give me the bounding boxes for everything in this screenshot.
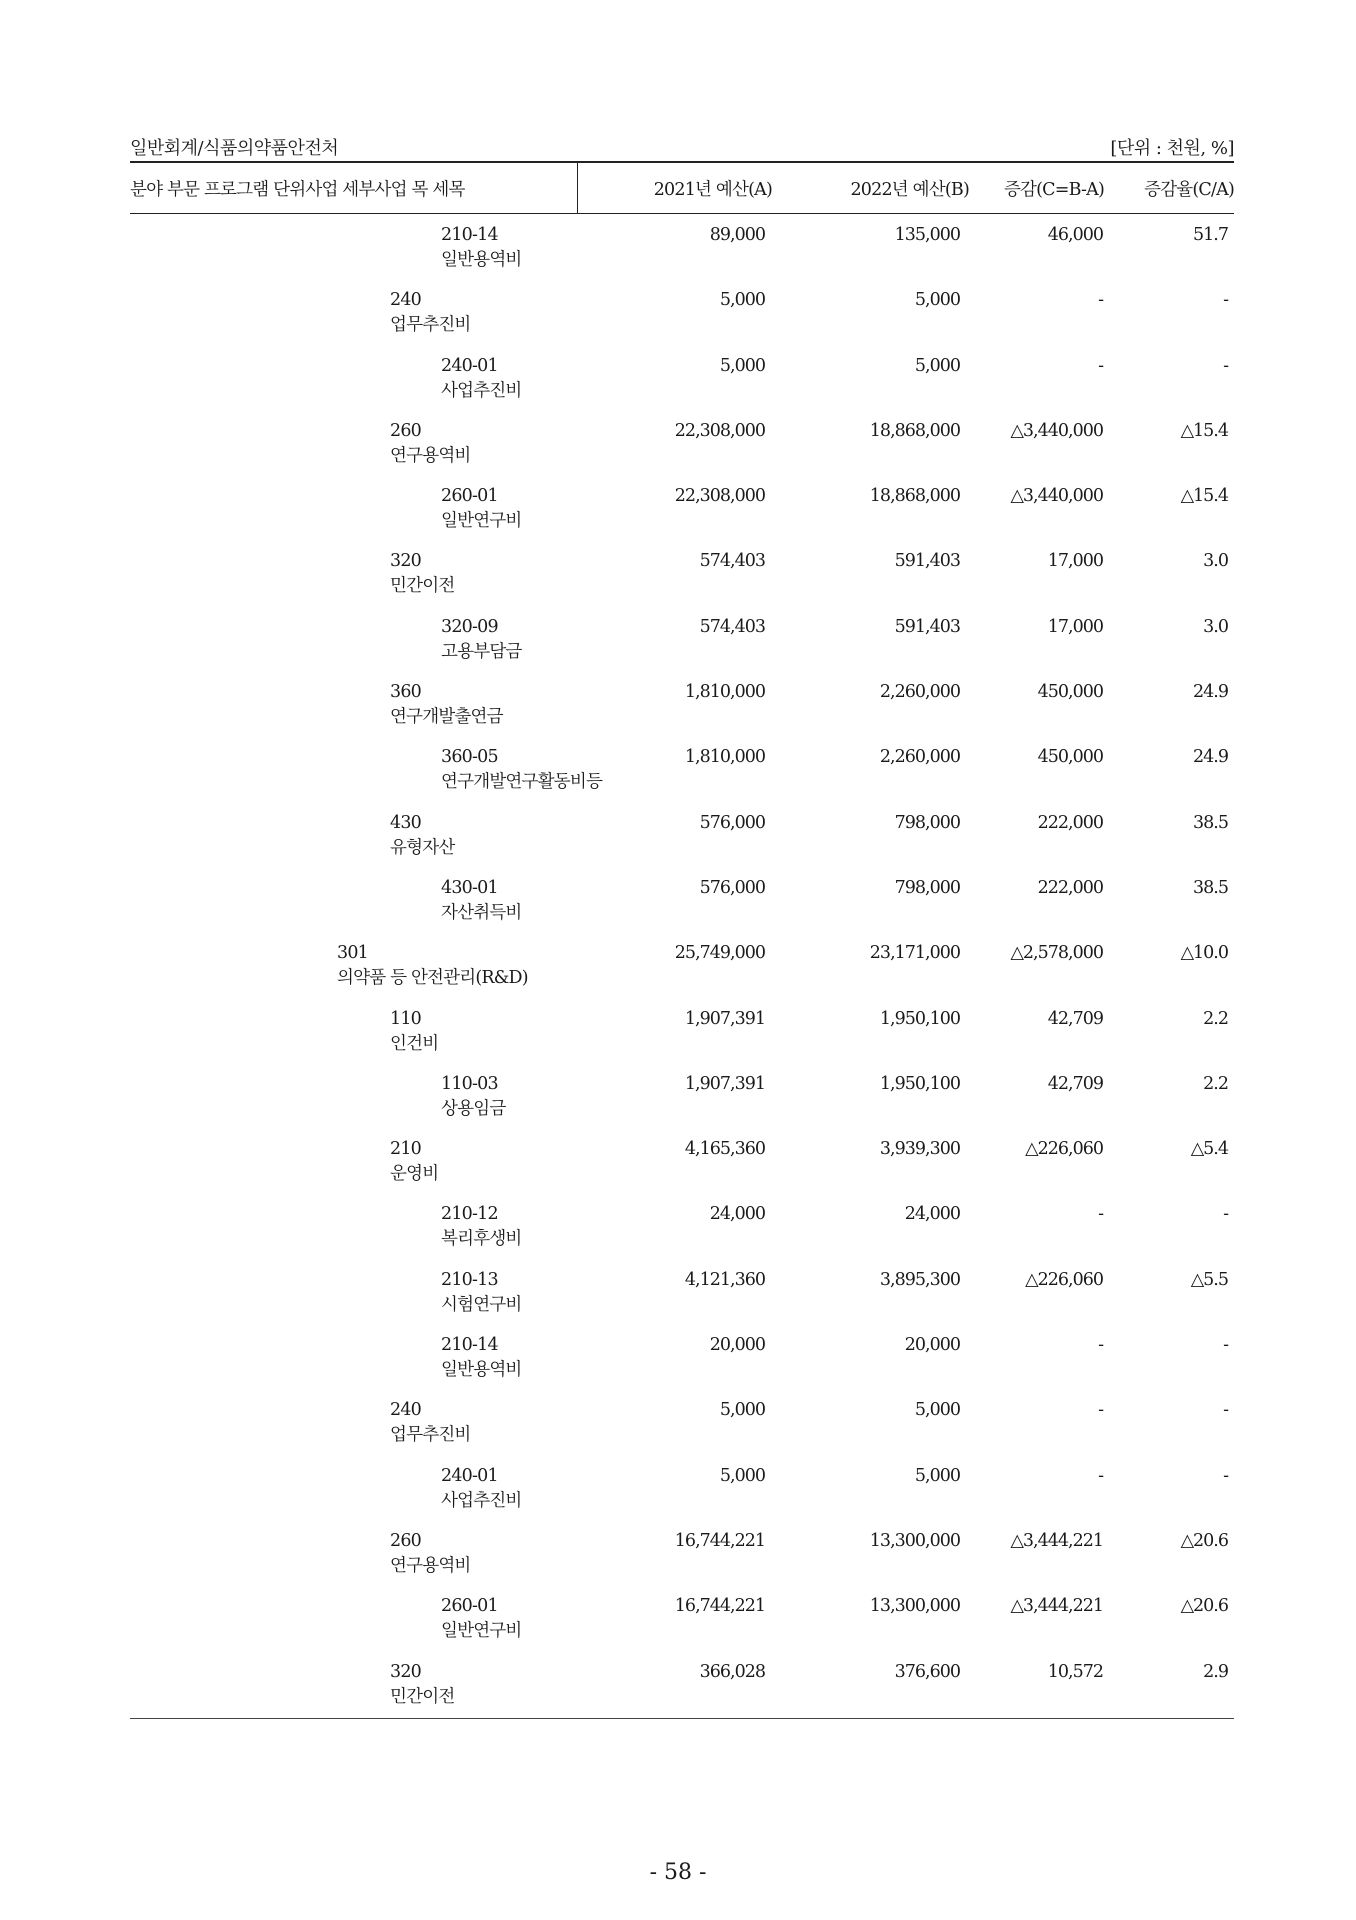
- row-name: 일반연구비: [441, 511, 522, 532]
- table-row: [0, 1400, 1356, 1465]
- row-change: △3,444,221: [1010, 1596, 1103, 1617]
- row-code: 260-01: [441, 486, 498, 507]
- header-column-divider: [577, 162, 578, 213]
- row-change: △3,440,000: [1010, 486, 1103, 507]
- row-name: 연구개발출연금: [390, 707, 503, 728]
- row-name: 일반연구비: [441, 1621, 522, 1642]
- row-budget-2021: 25,749,000: [674, 943, 765, 964]
- table-row: [0, 356, 1356, 421]
- row-change: 17,000: [1047, 551, 1103, 572]
- row-change-rate: -: [1223, 1204, 1228, 1225]
- row-budget-2021: 20,000: [709, 1335, 765, 1356]
- row-budget-2022: 5,000: [914, 1465, 960, 1486]
- row-code: 430: [390, 812, 422, 833]
- row-budget-2022: 2,260,000: [879, 747, 960, 768]
- row-change-rate: △10.0: [1180, 943, 1228, 964]
- row-budget-2021: 4,165,360: [684, 1139, 765, 1160]
- row-name: 일반용역비: [441, 1360, 522, 1381]
- row-name: 연구개발연구활동비등: [441, 772, 603, 793]
- table-row: [0, 1270, 1356, 1335]
- row-budget-2021: 4,121,360: [684, 1269, 765, 1290]
- row-change-rate: -: [1223, 290, 1228, 311]
- row-change-rate: 24.9: [1193, 682, 1228, 703]
- table-row: [0, 1466, 1356, 1531]
- row-change: 10,572: [1047, 1661, 1103, 1682]
- table-row: [0, 617, 1356, 682]
- row-change: 450,000: [1037, 682, 1103, 703]
- column-header-change-rate: 증감율(C/A): [1144, 180, 1234, 200]
- column-header-category: 분야 부문 프로그램 단위사업 세부사업 목 세목: [130, 180, 465, 200]
- row-code: 320: [390, 551, 422, 572]
- row-budget-2022: 798,000: [894, 877, 960, 898]
- row-name: 의약품 등 안전관리(R&D): [337, 968, 528, 989]
- row-change-rate: -: [1223, 1465, 1228, 1486]
- row-budget-2022: 23,171,000: [869, 943, 960, 964]
- row-change: -: [1098, 355, 1103, 376]
- row-change: △3,444,221: [1010, 1530, 1103, 1551]
- table-row: [0, 551, 1356, 616]
- row-budget-2021: 89,000: [709, 225, 765, 245]
- row-change: -: [1098, 290, 1103, 311]
- row-name: 민간이전: [390, 576, 455, 597]
- row-name: 유형자산: [390, 837, 455, 858]
- row-name: 인건비: [390, 1033, 439, 1054]
- row-change-rate: 2.2: [1203, 1008, 1228, 1029]
- row-change-rate: △5.5: [1190, 1269, 1228, 1290]
- row-code: 260: [390, 1530, 422, 1551]
- row-change-rate: 2.9: [1203, 1661, 1228, 1682]
- table-row: [0, 1335, 1356, 1400]
- row-code: 320-09: [441, 616, 498, 637]
- table-row: [0, 421, 1356, 486]
- row-name: 시험연구비: [441, 1294, 522, 1315]
- row-budget-2022: 20,000: [904, 1335, 960, 1356]
- row-change-rate: -: [1223, 355, 1228, 376]
- row-change: △226,060: [1025, 1139, 1103, 1160]
- table-row: [0, 878, 1356, 943]
- unit-label: [단위 : 천원, %]: [1110, 138, 1234, 159]
- row-code: 210-14: [441, 225, 498, 245]
- row-name: 일반용역비: [441, 250, 522, 270]
- row-change: △3,440,000: [1010, 420, 1103, 441]
- row-budget-2021: 576,000: [699, 812, 765, 833]
- row-budget-2022: 5,000: [914, 1400, 960, 1421]
- row-change-rate: 38.5: [1193, 877, 1228, 898]
- table-header-rule: [130, 213, 1234, 214]
- row-change: -: [1098, 1465, 1103, 1486]
- row-budget-2022: 591,403: [894, 551, 960, 572]
- row-budget-2021: 5,000: [719, 355, 765, 376]
- row-change: 450,000: [1037, 747, 1103, 768]
- row-budget-2022: 376,600: [894, 1661, 960, 1682]
- row-change-rate: △15.4: [1180, 486, 1228, 507]
- table-row: [0, 943, 1356, 1008]
- row-budget-2022: 13,300,000: [869, 1530, 960, 1551]
- row-code: 360: [390, 682, 422, 703]
- row-change-rate: 3.0: [1203, 551, 1228, 572]
- row-code: 360-05: [441, 747, 498, 768]
- row-budget-2021: 1,907,391: [684, 1008, 765, 1029]
- row-budget-2021: 576,000: [699, 877, 765, 898]
- row-change: -: [1098, 1204, 1103, 1225]
- row-budget-2022: 2,260,000: [879, 682, 960, 703]
- row-code: 210-14: [441, 1335, 498, 1356]
- row-budget-2021: 22,308,000: [674, 420, 765, 441]
- row-change-rate: △15.4: [1180, 420, 1228, 441]
- table-row: [0, 1139, 1356, 1204]
- row-code: 240: [390, 290, 422, 311]
- row-name: 연구용역비: [390, 1555, 471, 1576]
- row-change: 222,000: [1037, 877, 1103, 898]
- row-code: 430-01: [441, 877, 498, 898]
- table-row: [0, 1204, 1356, 1269]
- table-row: [0, 225, 1356, 290]
- table-bottom-rule: [130, 1718, 1234, 1719]
- row-budget-2021: 24,000: [709, 1204, 765, 1225]
- row-budget-2021: 16,744,221: [674, 1530, 765, 1551]
- row-name: 상용임금: [441, 1098, 506, 1119]
- row-change: 42,709: [1047, 1008, 1103, 1029]
- row-name: 사업추진비: [441, 380, 522, 401]
- row-change-rate: 3.0: [1203, 616, 1228, 637]
- row-name: 연구용역비: [390, 445, 471, 466]
- column-header-change: 증감(C=B-A): [1003, 180, 1104, 200]
- row-budget-2022: 13,300,000: [869, 1596, 960, 1617]
- row-change-rate: 51.7: [1193, 225, 1228, 245]
- table-row: [0, 1009, 1356, 1074]
- row-name: 고용부담금: [441, 641, 522, 662]
- row-code: 210-13: [441, 1269, 498, 1290]
- row-code: 240-01: [441, 355, 498, 376]
- row-budget-2021: 1,810,000: [684, 682, 765, 703]
- row-budget-2021: 366,028: [699, 1661, 765, 1682]
- row-name: 업무추진비: [390, 315, 471, 336]
- row-name: 사업추진비: [441, 1490, 522, 1511]
- row-change: -: [1098, 1400, 1103, 1421]
- row-change: 46,000: [1047, 225, 1103, 245]
- row-code: 210-12: [441, 1204, 498, 1225]
- row-budget-2021: 574,403: [699, 616, 765, 637]
- row-code: 110: [390, 1008, 422, 1029]
- table-caption: 일반회계/식품의약품안전처: [130, 138, 339, 159]
- row-change: △226,060: [1025, 1269, 1103, 1290]
- row-budget-2022: 1,950,100: [879, 1073, 960, 1094]
- row-name: 자산취득비: [441, 902, 522, 923]
- row-change: 17,000: [1047, 616, 1103, 637]
- row-code: 260-01: [441, 1596, 498, 1617]
- row-budget-2022: 18,868,000: [869, 486, 960, 507]
- row-name: 복리후생비: [441, 1229, 522, 1250]
- row-change-rate: △20.6: [1180, 1596, 1228, 1617]
- table-top-rule: [130, 161, 1234, 163]
- row-budget-2021: 5,000: [719, 1465, 765, 1486]
- row-code: 210: [390, 1139, 422, 1160]
- row-code: 260: [390, 420, 422, 441]
- row-change-rate: △5.4: [1190, 1139, 1228, 1160]
- row-name: 민간이전: [390, 1686, 455, 1707]
- table-row: [0, 682, 1356, 747]
- row-budget-2022: 798,000: [894, 812, 960, 833]
- row-change-rate: △20.6: [1180, 1530, 1228, 1551]
- row-change: △2,578,000: [1010, 943, 1103, 964]
- table-row: [0, 1596, 1356, 1661]
- row-budget-2022: 3,895,300: [879, 1269, 960, 1290]
- row-change-rate: -: [1223, 1400, 1228, 1421]
- row-budget-2022: 591,403: [894, 616, 960, 637]
- column-header-budget-2022: 2022년 예산(B): [850, 180, 969, 200]
- row-code: 110-03: [441, 1073, 498, 1094]
- row-budget-2021: 1,907,391: [684, 1073, 765, 1094]
- table-row: [0, 813, 1356, 878]
- row-budget-2021: 5,000: [719, 290, 765, 311]
- row-change-rate: 38.5: [1193, 812, 1228, 833]
- table-row: [0, 290, 1356, 355]
- row-budget-2021: 16,744,221: [674, 1596, 765, 1617]
- row-change-rate: 2.2: [1203, 1073, 1228, 1094]
- row-budget-2022: 1,950,100: [879, 1008, 960, 1029]
- table-row: [0, 1531, 1356, 1596]
- row-budget-2021: 22,308,000: [674, 486, 765, 507]
- budget-table-body: [0, 225, 1356, 1727]
- row-budget-2022: 135,000: [894, 225, 960, 245]
- row-code: 301: [337, 943, 369, 964]
- row-change: -: [1098, 1335, 1103, 1356]
- table-row: [0, 1074, 1356, 1139]
- column-header-budget-2021: 2021년 예산(A): [653, 180, 772, 200]
- row-code: 240: [390, 1400, 422, 1421]
- row-budget-2022: 5,000: [914, 290, 960, 311]
- row-budget-2022: 24,000: [904, 1204, 960, 1225]
- row-budget-2022: 3,939,300: [879, 1139, 960, 1160]
- row-code: 240-01: [441, 1465, 498, 1486]
- row-budget-2021: 1,810,000: [684, 747, 765, 768]
- row-name: 업무추진비: [390, 1425, 471, 1446]
- row-change: 42,709: [1047, 1073, 1103, 1094]
- row-change-rate: -: [1223, 1335, 1228, 1356]
- row-budget-2022: 18,868,000: [869, 420, 960, 441]
- row-budget-2021: 574,403: [699, 551, 765, 572]
- row-name: 운영비: [390, 1164, 439, 1185]
- row-budget-2021: 5,000: [719, 1400, 765, 1421]
- row-change-rate: 24.9: [1193, 747, 1228, 768]
- table-row: [0, 486, 1356, 551]
- row-code: 320: [390, 1661, 422, 1682]
- row-change: 222,000: [1037, 812, 1103, 833]
- table-row: [0, 747, 1356, 812]
- row-budget-2022: 5,000: [914, 355, 960, 376]
- page-number: - 58 -: [649, 1860, 707, 1885]
